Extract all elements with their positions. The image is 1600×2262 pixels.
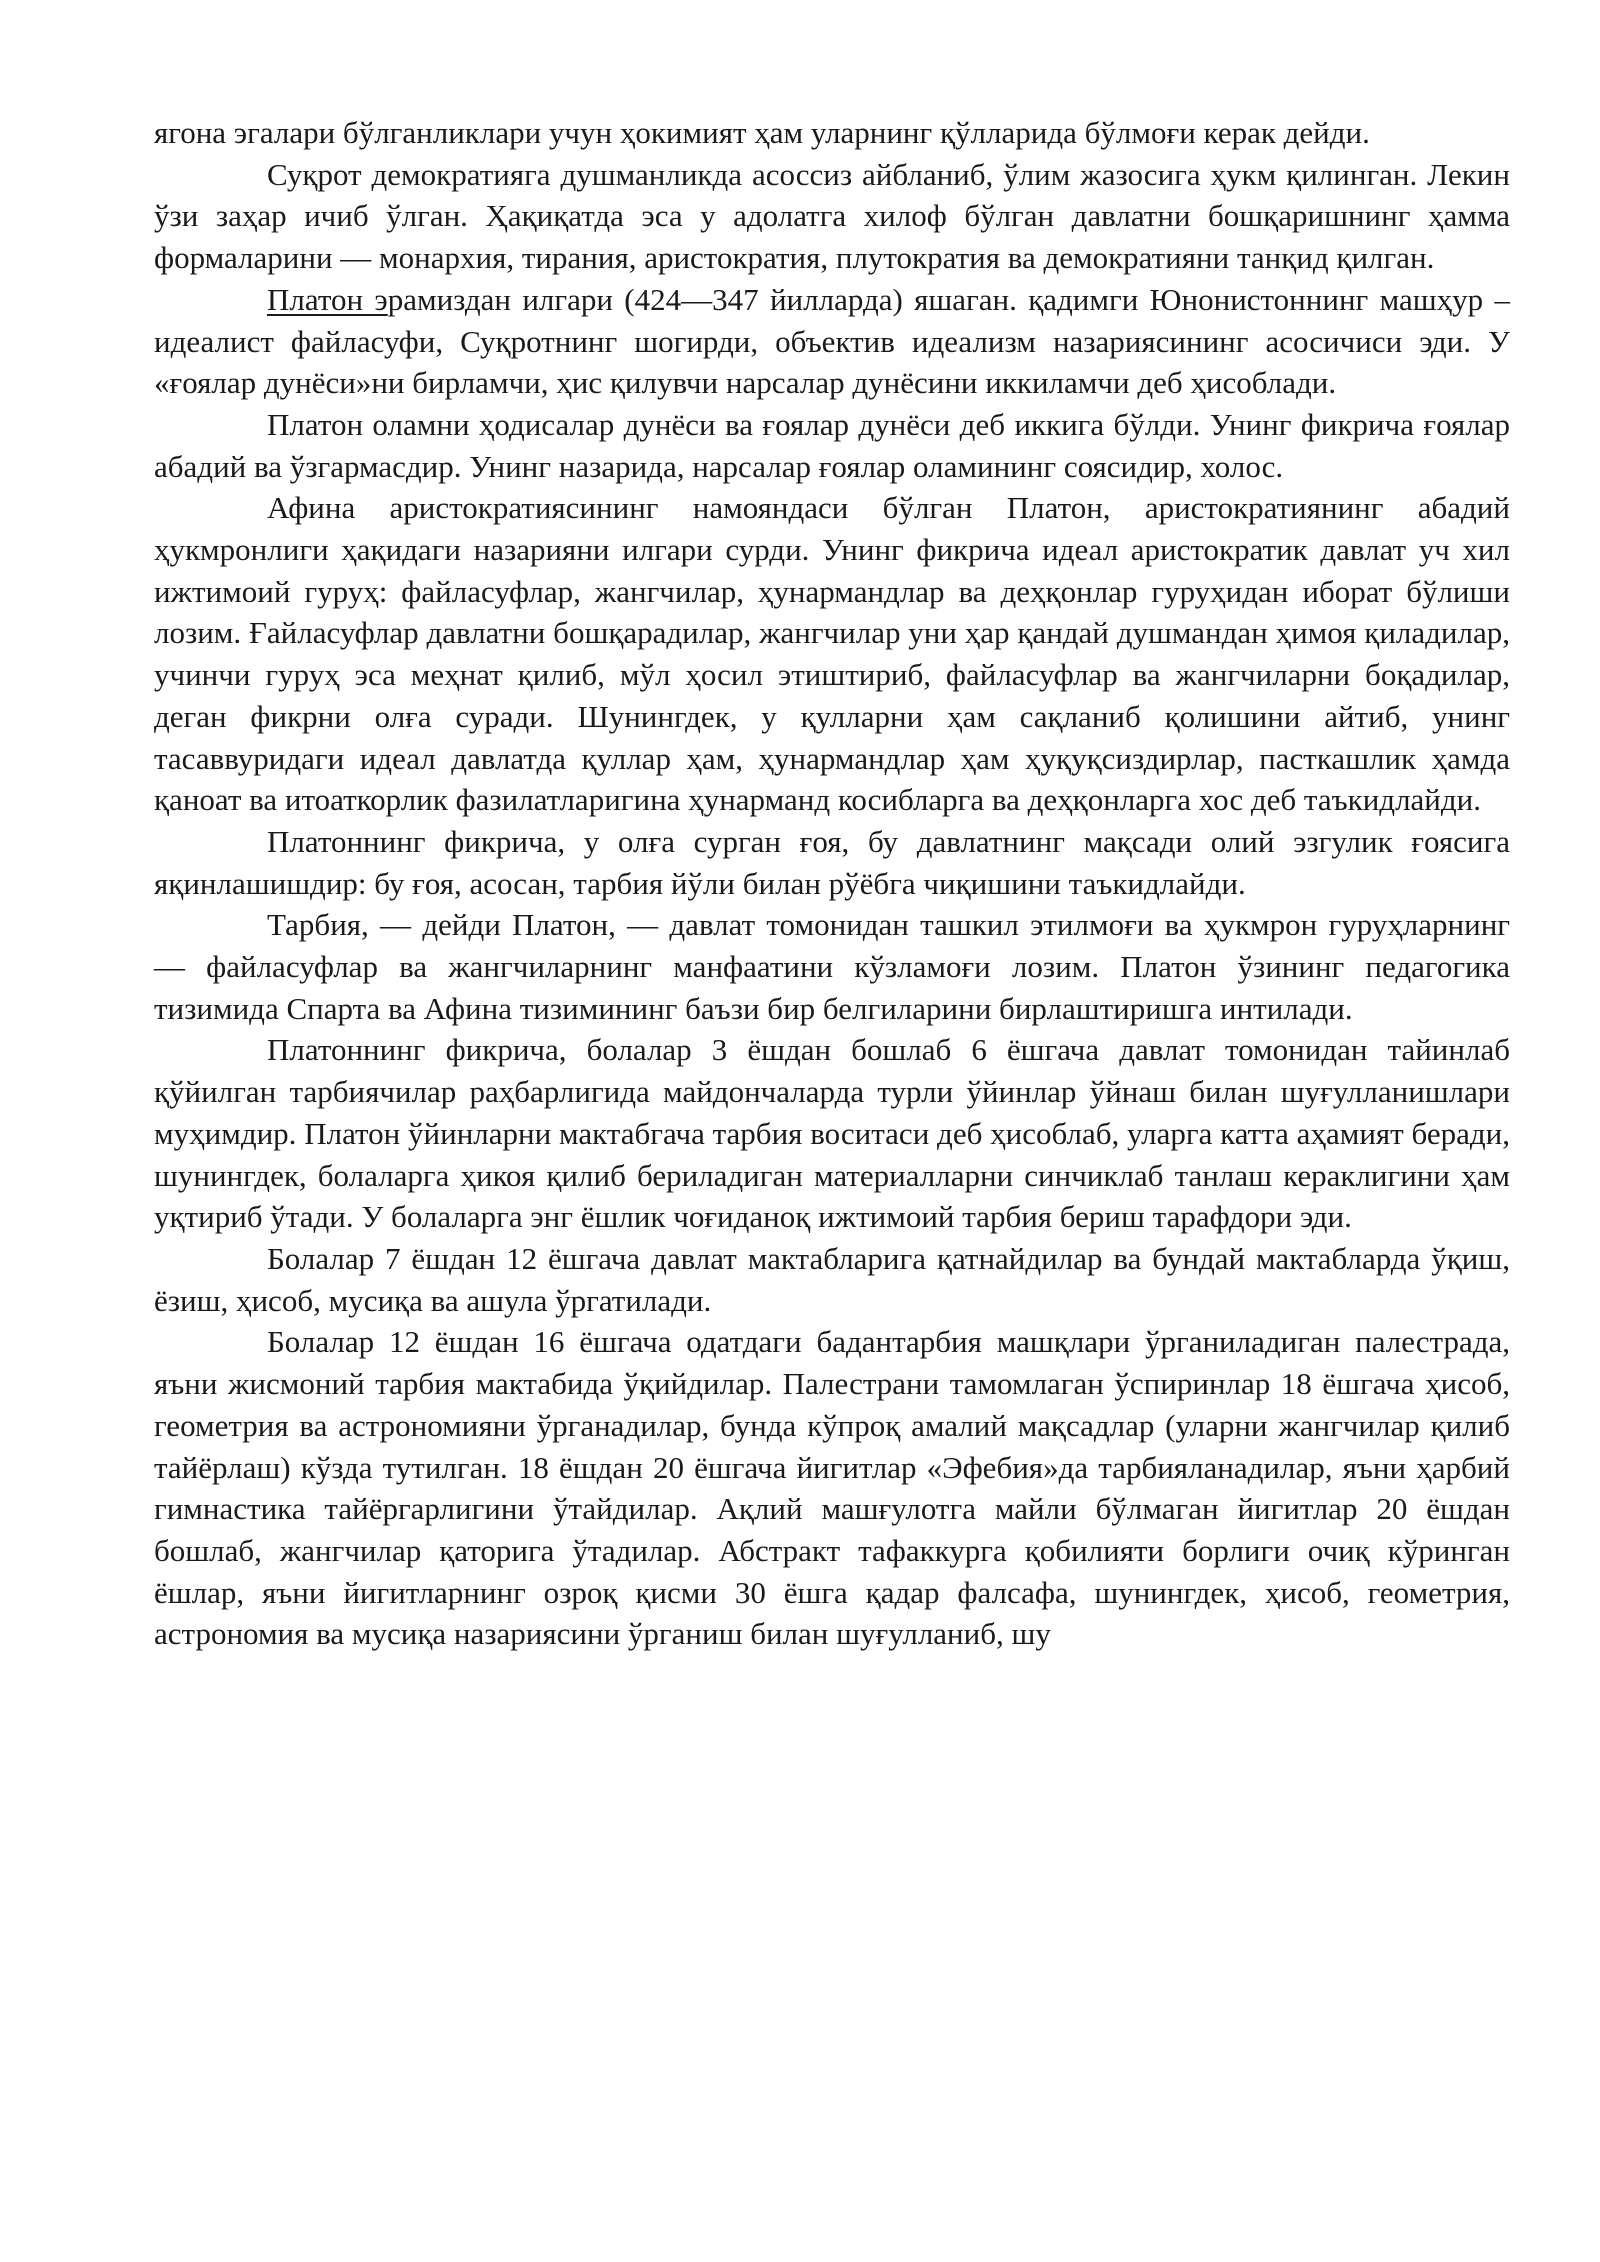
paragraph-education-state: Тарбия, — дейди Платон, — давлат томонидан ташкил этилмоғи ва ҳукмрон гуруҳларнинг — файласуфлар ва жангчиларнинг манфаатини кўзламоғи лозим. Платон ўзининг педагогика тизимида Спарта ва Афина тизимининг баъзи бир белгиларини бирлаштиришга интилади. xyxy=(154,907,1510,1026)
paragraph-ideas-world: Платон оламни ҳодисалар дунёси ва ғоялар дунёси деб иккига бўлди. Унинг фикрича ғоялар абадий ва ўзгармасдир. Унинг назарида, нарсалар ғоялар оламининг соясидир, холос. xyxy=(154,406,1510,484)
document-page xyxy=(154,112,1510,1655)
paragraph-preschool: Платоннинг фикрича, болалар 3 ёшдан бошлаб 6 ёшгача давлат томонидан тайинлаб қўйилган тарбиячилар раҳбарлигида майдончаларда турли ўйинлар ўйнаш билан шуғулланишлари муҳимдир. Платон ўйинларни мактабгача тарбия воситаси деб ҳисоблаб, уларга катта аҳамият беради, шунингдек, болаларга ҳикоя қилиб бериладиган материалларни синчиклаб танлаш кераклигини ҳам уқтириб ўтади. У болаларга энг ёшлик чоғиданоқ ижтимоий тарбия бериш тарафдори эди. xyxy=(154,1032,1510,1235)
paragraph-plato-intro xyxy=(154,279,1510,404)
paragraph-body: рамиздан илгари (424—347 йилларда) яшаган. қадимги Юнонистоннинг машҳур – идеалист файласуфи, Суқротнинг шогирди, объектив идеализм назариясининг асосичиси эди. У «ғоялар дунёси»ни бирламчи, ҳис қилувчи нарсалар дунёсини иккиламчи деб ҳисоблади. xyxy=(154,281,1510,401)
paragraph-aristocracy: Афина аристократиясининг намояндаси бўлган Платон, аристократиянинг абадий ҳукмронлиги ҳақидаги назарияни илгари сурди. Унинг фикрича идеал аристократик давлат уч хил ижтимоий гуруҳ: файласуфлар, жангчилар, ҳунармандлар ва деҳқонлар гуруҳидан иборат бўлиши лозим. Ғайласуфлар давлатни бошқарадилар, жангчилар уни ҳар қандай душмандан ҳимоя қиладилар, учинчи гуруҳ эса меҳнат қилиб, мўл ҳосил этиштириб, файласуфлар ва жангчиларни боқадилар, деган фикрни олға суради. Шунингдек, у қулларни ҳам сақланиб қолишини айтиб, унинг тасаввуридаги идеал давлатда қуллар ҳам, ҳунармандлар ҳам ҳуқуқсиздирлар, пасткашлик ҳамда қаноат ва итоаткорлик фазилатларигина ҳунарманд косибларга ва деҳқонларга хос деб таъкидлайди. xyxy=(154,490,1510,818)
paragraph-school-12-16: Болалар 12 ёшдан 16 ёшгача одатдаги бадантарбия машқлари ўрганиладиган палестрада, яъни жисмоний тарбия мактабида ўқийдилар. Палестрани тамомлаган ўспиринлар 18 ёшгача ҳисоб, геометрия ва астрономияни ўрганадилар, бунда кўпроқ амалий мақсадлар (уларни жангчилар қилиб тайёрлаш) кўзда тутилган. 18 ёшдан 20 ёшгача йигитлар «Эфебия»да тарбияланадилар, яъни ҳарбий гимнастика тайёргарлигини ўтайдилар. Ақлий машғулотга майли бўлмаган йигитлар 20 ёшдан бошлаб, жангчилар қаторига ўтадилар. Абстракт тафаккурга қобилияти борлиги очиқ кўринган ёшлар, яъни йигитларнинг озроқ қисми 30 ёшга қадар фалсафа, шунингдек, ҳисоб, геометрия, астрономия ва мусиқа назариясини ўрганиш билан шуғулланиб, шу xyxy=(154,1324,1510,1652)
paragraph-continuation: ягона эгалари бўлганликлари учун ҳокимият ҳам уларнинг қўлларида бўлмоғи керак дейди. xyxy=(154,115,1370,150)
paragraph-state-goal: Платоннинг фикрича, у олға сурган ғоя, бу давлатнинг мақсади олий эзгулик ғоясига яқинлашишдир: бу ғоя, асосан, тарбия йўли билан рўёбга чиқишини таъкидлайди. xyxy=(154,823,1510,901)
paragraph-school-7-12: Болалар 7 ёшдан 12 ёшгача давлат мактабларига қатнайдилар ва бундай мактабларда ўқиш, ёзиш, ҳисоб, мусиқа ва ашула ўргатилади. xyxy=(154,1240,1510,1318)
paragraph-socrates: Суқрот демократияга душманликда асоссиз айбланиб, ўлим жазосига ҳукм қилинган. Лекин ўзи заҳар ичиб ўлган. Ҳақиқатда эса у адолатга хилоф бўлган давлатни бошқаришнинг ҳамма формаларини — монархия, тирания, аристократия, плутократия ва демократияни танқид қилган. xyxy=(154,156,1510,276)
underlined-lead: Платон э xyxy=(267,281,388,317)
